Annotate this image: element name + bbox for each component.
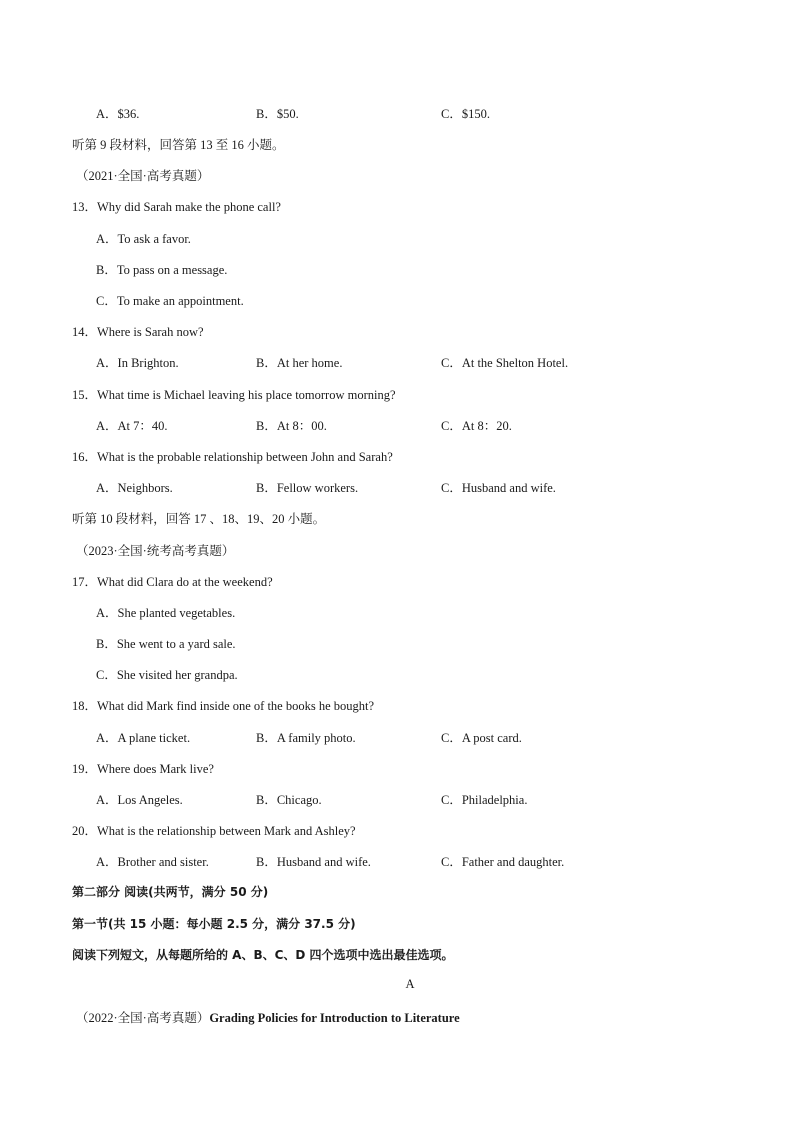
source-2023: （2023·全国·统考高考真题） (76, 544, 235, 558)
part-two-heading: 第二部分 阅读(共两节，满分 50 分) (72, 885, 269, 899)
q13-option-c: C．To make an appointment. (96, 294, 244, 308)
question-19: 19．Where does Mark live? (72, 762, 214, 776)
q16-options (0, 478, 793, 496)
q17-option-b: B．She went to a yard sale. (96, 637, 236, 651)
q15-options (0, 416, 793, 434)
question-20: 20．What is the relationship between Mark and Ashley? (72, 824, 356, 838)
question-18: 18．What did Mark find inside one of the books he bought? (72, 699, 375, 713)
passage-heading (76, 1008, 460, 1026)
passage-letter: A (405, 977, 415, 991)
q14-option-a: A．In Brighton. (96, 356, 179, 370)
reading-instruction: 阅读下列短文，从每题所给的 A、B、C、D 四个选项中选出最佳选项。 (72, 948, 454, 962)
q13-option-a: A．To ask a favor. (96, 232, 191, 246)
q12-option-a: A．$36. (96, 107, 140, 121)
listening-instruction-10: 听第 10 段材料，回答 17 、18、19、20 小题。 (72, 512, 326, 526)
q20-option-b: B．Husband and wife. (256, 855, 371, 869)
q12-option-b: B．$50. (256, 107, 299, 121)
q16-option-c: C．Husband and wife. (441, 481, 556, 495)
q19-option-a: A．Los Angeles. (96, 793, 183, 807)
listening-instruction-9: 听第 9 段材料，回答第 13 至 16 小题。 (72, 138, 285, 152)
q20-option-c: C．Father and daughter. (441, 855, 565, 869)
q14-option-c: C．At the Shelton Hotel. (441, 356, 569, 370)
q14-option-b: B．At her home. (256, 356, 343, 370)
q19-options (0, 790, 793, 808)
q12-option-c: C．$150. (441, 107, 490, 121)
q18-options (0, 728, 793, 746)
q15-option-a: A．At 7：40. (96, 419, 168, 433)
q17-option-a: A．She planted vegetables. (96, 606, 236, 620)
q20-option-a: A．Brother and sister. (96, 855, 209, 869)
q16-option-b: B．Fellow workers. (256, 481, 359, 495)
q18-option-b: B．A family photo. (256, 731, 356, 745)
q13-option-b: B．To pass on a message. (96, 263, 228, 277)
q12-options (0, 104, 793, 122)
question-17: 17．What did Clara do at the weekend? (72, 575, 273, 589)
q18-option-c: C．A post card. (441, 731, 522, 745)
q20-options (0, 852, 793, 870)
q19-option-c: C．Philadelphia. (441, 793, 528, 807)
section-one-heading: 第一节(共 15 小题：每小题 2.5 分，满分 37.5 分) (72, 917, 356, 931)
question-15: 15．What time is Michael leaving his place tomorrow morning? (72, 388, 396, 402)
source-2021: （2021·全国·高考真题） (76, 169, 210, 183)
q17-option-c: C．She visited her grandpa. (96, 668, 238, 682)
q18-option-a: A．A plane ticket. (96, 731, 191, 745)
q15-option-b: B．At 8：00. (256, 419, 327, 433)
passage-title: Grading Policies for Introduction to Literature (209, 1011, 460, 1025)
q16-option-a: A．Neighbors. (96, 481, 173, 495)
question-13: 13．Why did Sarah make the phone call? (72, 200, 281, 214)
question-16: 16．What is the probable relationship between John and Sarah? (72, 450, 393, 464)
q19-option-b: B．Chicago. (256, 793, 322, 807)
question-14: 14．Where is Sarah now? (72, 325, 204, 339)
q14-options (0, 353, 793, 371)
source-2022: （2022·全国·高考真题） (76, 1011, 210, 1025)
q15-option-c: C．At 8：20. (441, 419, 512, 433)
